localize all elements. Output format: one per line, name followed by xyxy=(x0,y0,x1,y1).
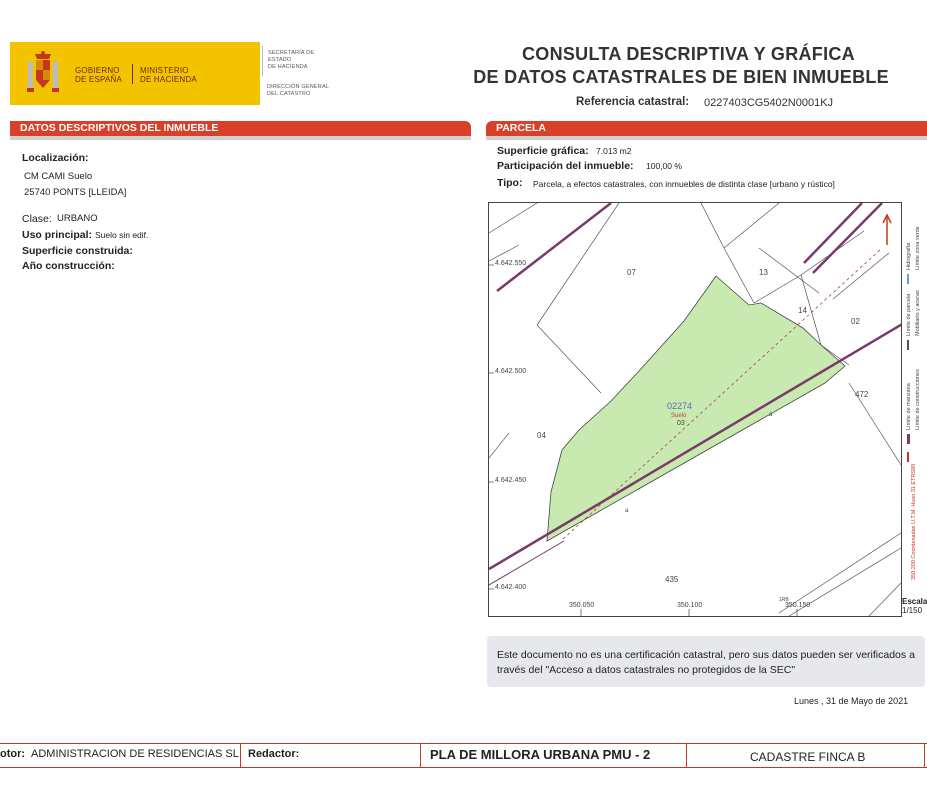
right-section-header xyxy=(486,121,927,136)
legend-top-b: Hidrografía xyxy=(906,242,912,270)
direccion-block xyxy=(267,84,329,98)
scale-label: Escala xyxy=(902,597,927,606)
promotor-label: otor: xyxy=(0,748,26,760)
y-tick-4: 4.642.400 xyxy=(495,584,527,591)
small-mark-2: a xyxy=(625,508,629,514)
road-label: 1RB xyxy=(779,597,789,603)
gov-line2: DE ESPAÑA xyxy=(75,75,122,84)
address-line2: 25740 PONTS [LLEIDA] xyxy=(24,187,127,198)
cadastre-label: CADASTRE FINCA B xyxy=(750,750,866,764)
participacion-label: Participación del inmueble: xyxy=(497,160,634,172)
document-date: Lunes , 31 de Mayo de 2021 xyxy=(794,696,909,706)
small-mark-1: a xyxy=(769,412,773,418)
parcel-label-14: 14 xyxy=(798,306,807,315)
plan-title: PLA DE MILLORA URBANA PMU - 2 xyxy=(430,747,651,762)
parcel-label-02: 02 xyxy=(851,317,860,326)
notice-line2: través del "Acceso a datos catastrales no protegidos de la SEC" xyxy=(497,664,796,676)
footer-divider-3 xyxy=(686,743,687,767)
superficie-grafica-label: Superficie gráfica: xyxy=(497,145,589,157)
legend-mid-b: Mobiliario y aceras xyxy=(915,290,921,336)
main-parcel-sub2: 03 xyxy=(677,420,685,427)
direccion-line1: DIRECCIÓN GENERAL xyxy=(267,84,330,90)
page-title-line2: DE DATOS CATASTRALES DE BIEN INMUEBLE xyxy=(473,67,889,87)
clase-value: URBANO xyxy=(57,213,98,224)
main-parcel-code: 02274 xyxy=(667,401,693,411)
tipo-label: Tipo: xyxy=(497,177,523,189)
x-tick-3: 350.150 xyxy=(785,602,811,609)
address-line1: CM CAMI Suelo xyxy=(24,171,93,182)
notice-line1: Este documento no es una certificación catastral, pero sus datos pueden ser verificados a xyxy=(497,649,915,661)
direccion-line2: DEL CATASTRO xyxy=(267,91,311,97)
uso-label: Uso principal: xyxy=(22,229,93,241)
legend-coords: 350,200 Coordenadas U.T.M. Huso 31 ETRS89 xyxy=(911,463,917,580)
parcel-label-472: 472 xyxy=(855,390,869,399)
parcel-label-04: 04 xyxy=(537,431,546,440)
superficie-grafica-value: 7.013 m2 xyxy=(596,146,632,156)
secretaria-line1: SECRETARÍA DE ESTADO xyxy=(268,50,315,63)
legend-low-a: Límite de manzana xyxy=(906,383,912,430)
footer-bottom-rule xyxy=(0,767,927,768)
legend-low-b: Límite de construcciones xyxy=(915,369,921,430)
right-section-shadow xyxy=(486,136,927,140)
page-title-line1: CONSULTA DESCRIPTIVA Y GRÁFICA xyxy=(521,44,855,64)
main-parcel-sub1: Suelo xyxy=(671,413,687,419)
y-tick-1: 4.642.550 xyxy=(495,260,527,267)
anio-construccion-label: Año construcción: xyxy=(22,260,115,272)
gov-line1: GOBIERNO xyxy=(75,66,120,75)
north-arrow-icon xyxy=(883,215,891,245)
left-section-title: DATOS DESCRIPTIVOS DEL INMUEBLE xyxy=(20,122,219,134)
y-tick-marks xyxy=(489,265,494,589)
map-legend xyxy=(901,202,925,597)
ministry-line1: MINISTERIO xyxy=(140,66,189,75)
clase-label: Clase: xyxy=(22,213,52,225)
y-tick-2: 4.642.500 xyxy=(495,368,527,375)
coat-of-arms-icon xyxy=(22,50,64,98)
footer-divider-2 xyxy=(420,743,421,767)
government-logo-block xyxy=(10,42,260,105)
footer-divider-1 xyxy=(240,743,241,767)
parcel-label-07: 07 xyxy=(627,268,636,277)
cadastral-map-svg xyxy=(489,203,901,616)
cadastral-map[interactable] xyxy=(488,202,902,617)
participacion-value: 100,00 % xyxy=(646,161,682,171)
tipo-value: Parcela, a efectos catastrales, con inmuebles de distinta clase [urbano y rústico] xyxy=(533,179,835,189)
x-tick-2: 350.100 xyxy=(677,602,703,609)
ministry-line2: DE HACIENDA xyxy=(140,75,197,84)
right-section-title: PARCELA xyxy=(496,122,546,134)
footer-top-rule xyxy=(0,743,927,744)
x-tick-marks xyxy=(581,609,797,616)
ref-label: Referencia catastral: xyxy=(576,96,690,108)
parcel-label-13: 13 xyxy=(759,268,768,277)
secretaria-line2: DE HACIENDA xyxy=(268,64,308,70)
main-parcel-shape[interactable] xyxy=(547,276,845,541)
scale-value: 1/150 xyxy=(902,606,923,615)
left-section-header xyxy=(10,121,471,136)
map-legend-svg xyxy=(901,202,925,597)
superficie-construida-label: Superficie construida: xyxy=(22,245,133,257)
ref-value: 0227403CG5402N0001KJ xyxy=(704,97,834,109)
footer-divider-4 xyxy=(924,743,925,767)
left-section-shadow xyxy=(10,136,471,140)
uso-value: Suelo sin edif. xyxy=(95,230,149,240)
y-tick-3: 4.642.450 xyxy=(495,477,527,484)
localizacion-label: Localización: xyxy=(22,152,89,164)
scale-box xyxy=(902,597,927,616)
notice-text xyxy=(497,648,917,678)
secretaria-block xyxy=(262,46,335,76)
x-tick-1: 350.050 xyxy=(569,602,595,609)
promotor-value: ADMINISTRACION DE RESIDENCIAS SL xyxy=(31,748,239,760)
parcel-label-435: 435 xyxy=(665,575,679,584)
legend-top-a: Límite zona verde xyxy=(915,226,921,270)
redactor-label: Redactor: xyxy=(248,748,300,760)
legend-mid-a: Límite de parcela xyxy=(906,293,912,336)
